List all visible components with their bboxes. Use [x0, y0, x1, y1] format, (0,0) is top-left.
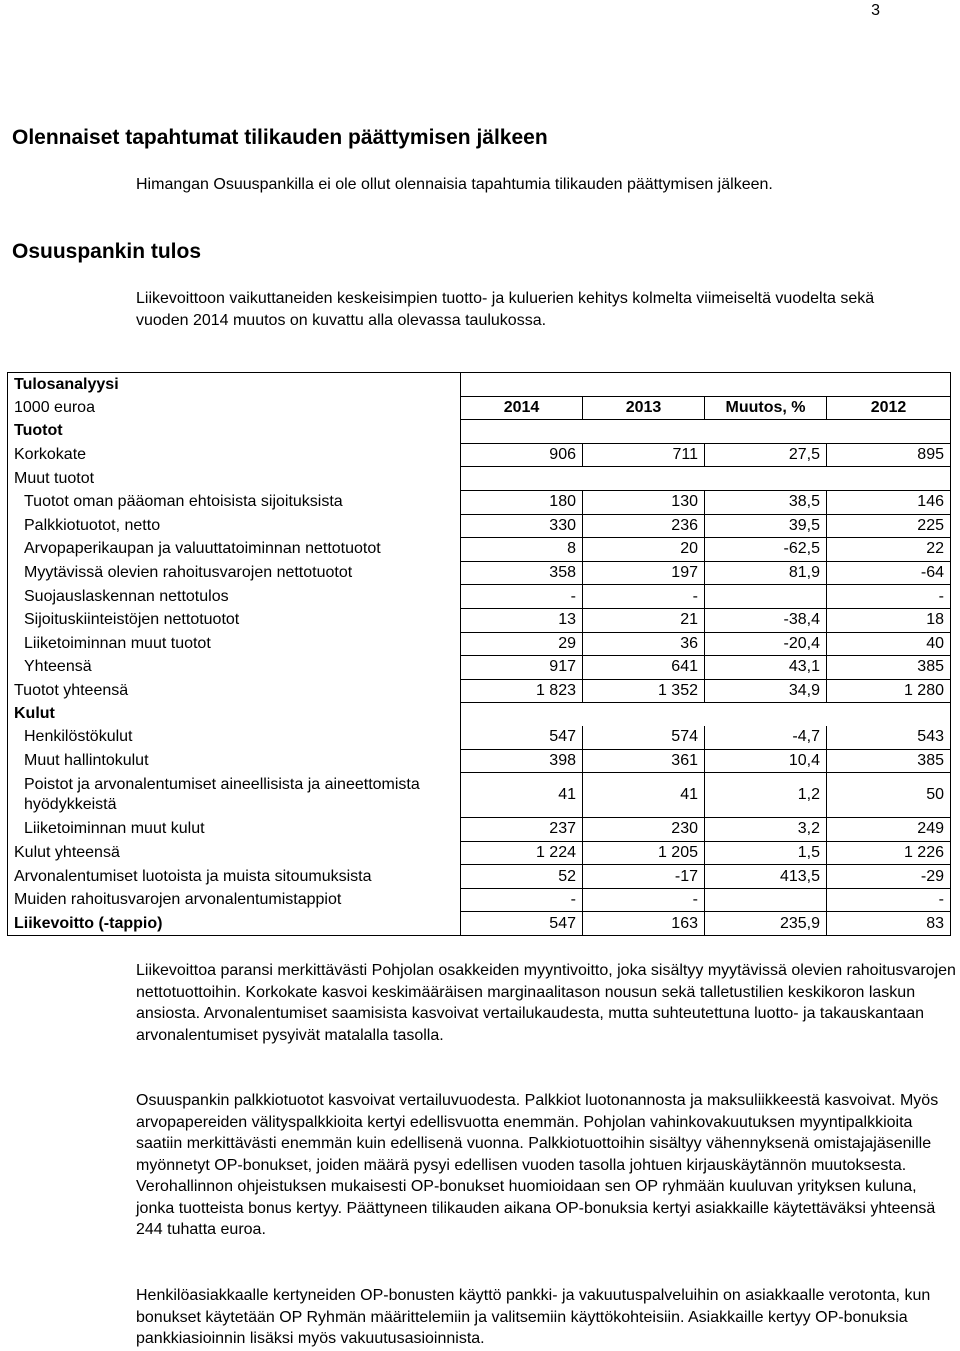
row-label: Liiketoiminnan muut tuotot: [8, 632, 461, 656]
table-cell: [705, 888, 827, 912]
table-cell: 18: [827, 608, 951, 632]
paragraph-profit: Liikevoittoa paransi merkittävästi Pohjolan osakkeiden myyntivoitto, joka sisältyy myytävissä olevien rahoitusvarojen nettotuottoihin. Korkokate kasvoi keskimääräisen marginaalitason nousun sekä talletustilien keskikoron laskun ansiosta. Arvonalentumiset saamisista kasvoivat vertailukaudesta, mutta suhteutettuna luotto- ja takauskantaan arvonalentumiset pysyivät matalalla tasolla.: [136, 962, 956, 1044]
table-cell: -: [583, 888, 705, 912]
table-cell: 358: [461, 561, 583, 585]
table-cell: 52: [461, 865, 583, 889]
column-header: 2012: [827, 396, 951, 420]
table-cell: [705, 585, 827, 609]
table-cell: 547: [461, 912, 583, 936]
table-cell: [705, 467, 827, 491]
table-cell: 895: [827, 443, 951, 467]
page-number: 3: [871, 2, 880, 19]
row-label: Korkokate: [8, 443, 461, 467]
table-row: [8, 656, 951, 680]
table-row: [8, 749, 951, 773]
table-cell: 21: [583, 608, 705, 632]
paragraph-commissions: Osuuspankin palkkiotuotot kasvoivat vertailuvuodesta. Palkkiot luotonannosta ja maksuliikkeestä kasvoivat. Myös arvopapereiden välityspalkkioita kertyi edellisvuotta enemmän. Pohjolan vahinkovakuutuksen myyntipalkkioita saatiin merkittävästi enemmän kuin edellisenä vuonna. Palkkiotuottoihin sisältyy vähennyksenä omistajajäsenille myönnetyt OP-bonukset, joiden määrä pysyi edellisen vuoden tasolla johtuen kirjauskäytännön muutoksesta. Verohallinnon ohjeistuksen mukaisesti OP-bonukset huomioidaan sen OP ryhmään kuuluvan yrityksen kuluna, jonka tuotteista bonus kertyy. Päättyneen tilikauden aikana OP-bonuksia kertyi asiakkaille käytettäväksi yhteensä 244 tuhatta euroa.: [136, 1092, 939, 1238]
table-cell: 10,4: [705, 749, 827, 773]
table-cell: -: [827, 888, 951, 912]
table-cell: [583, 703, 705, 726]
table-cell: 20: [583, 538, 705, 562]
table-cell: -20,4: [705, 632, 827, 656]
table-cell: -29: [827, 865, 951, 889]
table-cell: [827, 467, 951, 491]
table-cell: [461, 467, 583, 491]
table-row: [8, 514, 951, 538]
row-label: Suojauslaskennan nettotulos: [8, 585, 461, 609]
table-cell: 641: [583, 656, 705, 680]
table-cell: [705, 420, 827, 444]
table-cell: 146: [827, 490, 951, 514]
table-row: [8, 912, 951, 936]
table-cell: 1 823: [461, 679, 583, 703]
table-cell: [583, 467, 705, 491]
table-cell: 249: [827, 818, 951, 842]
table-cell: 36: [583, 632, 705, 656]
table-row: [8, 679, 951, 703]
table-cell: 3,2: [705, 818, 827, 842]
table-row: [8, 585, 951, 609]
table-cell: [461, 703, 583, 726]
table-cell: 543: [827, 726, 951, 749]
table-cell: 906: [461, 443, 583, 467]
row-label: Liiketoiminnan muut kulut: [8, 818, 461, 842]
table-cell: 398: [461, 749, 583, 773]
table-cell: 235,9: [705, 912, 827, 936]
row-label: Poistot ja arvonalentumiset aineellisista ja aineettomista hyödykkeistä: [8, 773, 461, 818]
row-label: Kulut yhteensä: [8, 841, 461, 865]
row-label: Liikevoitto (-tappio): [8, 912, 461, 936]
table-row: [8, 841, 951, 865]
row-label: Tuotot yhteensä: [8, 679, 461, 703]
row-label: Muut hallintokulut: [8, 749, 461, 773]
table-header-row: [8, 396, 951, 420]
section-heading-result: Osuuspankin tulos: [12, 240, 202, 263]
paragraph-bonus: Henkilöasiakkaalle kertyneiden OP-bonusten käyttö pankki- ja vakuutuspalveluihin on asiakkaalle verotonta, kun bonukset käytetään OP Ryhmän määrittelemiin ja valitsemiin käyttökohteisiin. Asiakkaille kertyy OP-bonuksia pankkiasioinnin lisäksi myös vakuutusasioinnista.: [136, 1287, 931, 1347]
table-title: Tulosanalyysi: [8, 373, 461, 397]
table-row: [8, 420, 951, 444]
table-cell: 40: [827, 632, 951, 656]
table-row: [8, 703, 951, 726]
table-row: [8, 467, 951, 491]
table-cell: 43,1: [705, 656, 827, 680]
paragraph-events: Himangan Osuuspankilla ei ole ollut olennaisia tapahtumia tilikauden päättymisen jälkeen.: [136, 176, 773, 193]
table-cell: 1,2: [705, 773, 827, 818]
table-cell: [461, 420, 583, 444]
table-cell: 41: [461, 773, 583, 818]
table-row: [8, 818, 951, 842]
table-cell: -4,7: [705, 726, 827, 749]
table-cell: 197: [583, 561, 705, 585]
row-label: Myytävissä olevien rahoitusvarojen nettotuotot: [8, 561, 461, 585]
table-cell: 547: [461, 726, 583, 749]
table-cell: 130: [583, 490, 705, 514]
table-cell: 711: [583, 443, 705, 467]
table-cell: 385: [827, 656, 951, 680]
table-cell: 237: [461, 818, 583, 842]
table-cell: [827, 703, 951, 726]
table-row: [8, 608, 951, 632]
row-label: Arvopaperikaupan ja valuuttatoiminnan nettotuotot: [8, 538, 461, 562]
table-cell: 574: [583, 726, 705, 749]
table-cell: 1 224: [461, 841, 583, 865]
table-cell: 1 205: [583, 841, 705, 865]
table-title-row: [8, 373, 951, 397]
table-cell: 83: [827, 912, 951, 936]
table-cell: 38,5: [705, 490, 827, 514]
table-cell: 917: [461, 656, 583, 680]
row-label: Henkilöstökulut: [8, 726, 461, 749]
table-cell: 236: [583, 514, 705, 538]
column-header: 2014: [461, 396, 583, 420]
table-cell: 163: [583, 912, 705, 936]
table-row: [8, 888, 951, 912]
table-row: [8, 773, 951, 818]
table-cell: -62,5: [705, 538, 827, 562]
table-cell: 27,5: [705, 443, 827, 467]
row-label: Tuotot: [8, 420, 461, 444]
table-row: [8, 726, 951, 749]
table-cell: 41: [583, 773, 705, 818]
table-cell: -: [583, 585, 705, 609]
section-heading-events: Olennaiset tapahtumat tilikauden päättymisen jälkeen: [12, 126, 548, 149]
table-row: [8, 561, 951, 585]
table-unit: 1000 euroa: [8, 396, 461, 420]
table-cell: [583, 420, 705, 444]
table-cell: 50: [827, 773, 951, 818]
row-label: Palkkiotuotot, netto: [8, 514, 461, 538]
table-cell: 8: [461, 538, 583, 562]
table-cell: 230: [583, 818, 705, 842]
table-cell: 361: [583, 749, 705, 773]
row-label: Kulut: [8, 703, 461, 726]
table-cell: 385: [827, 749, 951, 773]
paragraph-result-intro: Liikevoittoon vaikuttaneiden keskeisimpien tuotto- ja kuluerien kehitys kolmelta viimeiseltä vuodelta sekä vuoden 2014 muutos on kuvattu alla olevassa taulukossa.: [136, 290, 875, 329]
income-analysis-table: [7, 372, 951, 936]
table-row: [8, 490, 951, 514]
row-label: Muut tuotot: [8, 467, 461, 491]
column-header: 2013: [583, 396, 705, 420]
table-row: [8, 443, 951, 467]
table-row: [8, 865, 951, 889]
row-label: Arvonalentumiset luotoista ja muista sitoumuksista: [8, 865, 461, 889]
table-cell: 1,5: [705, 841, 827, 865]
table-row: [8, 538, 951, 562]
table-cell: 81,9: [705, 561, 827, 585]
table-cell: -: [827, 585, 951, 609]
table-row: [8, 632, 951, 656]
row-label: Tuotot oman pääoman ehtoisista sijoituksista: [8, 490, 461, 514]
table-cell: 1 280: [827, 679, 951, 703]
table-cell: 34,9: [705, 679, 827, 703]
table-cell: 225: [827, 514, 951, 538]
row-label: Yhteensä: [8, 656, 461, 680]
table-cell: [705, 703, 827, 726]
table-cell: 13: [461, 608, 583, 632]
row-label: Muiden rahoitusvarojen arvonalentumistappiot: [8, 888, 461, 912]
table-cell: -17: [583, 865, 705, 889]
table-cell: 39,5: [705, 514, 827, 538]
row-label: Sijoituskiinteistöjen nettotuotot: [8, 608, 461, 632]
table-cell: 1 226: [827, 841, 951, 865]
table-cell: 180: [461, 490, 583, 514]
table-cell: -: [461, 888, 583, 912]
table-cell: -: [461, 585, 583, 609]
table-cell: 29: [461, 632, 583, 656]
table-cell: -38,4: [705, 608, 827, 632]
table-cell: 1 352: [583, 679, 705, 703]
table-cell: [827, 420, 951, 444]
table-cell: 330: [461, 514, 583, 538]
table-cell: 413,5: [705, 865, 827, 889]
table-cell: -64: [827, 561, 951, 585]
table-cell: 22: [827, 538, 951, 562]
column-header: Muutos, %: [705, 396, 827, 420]
